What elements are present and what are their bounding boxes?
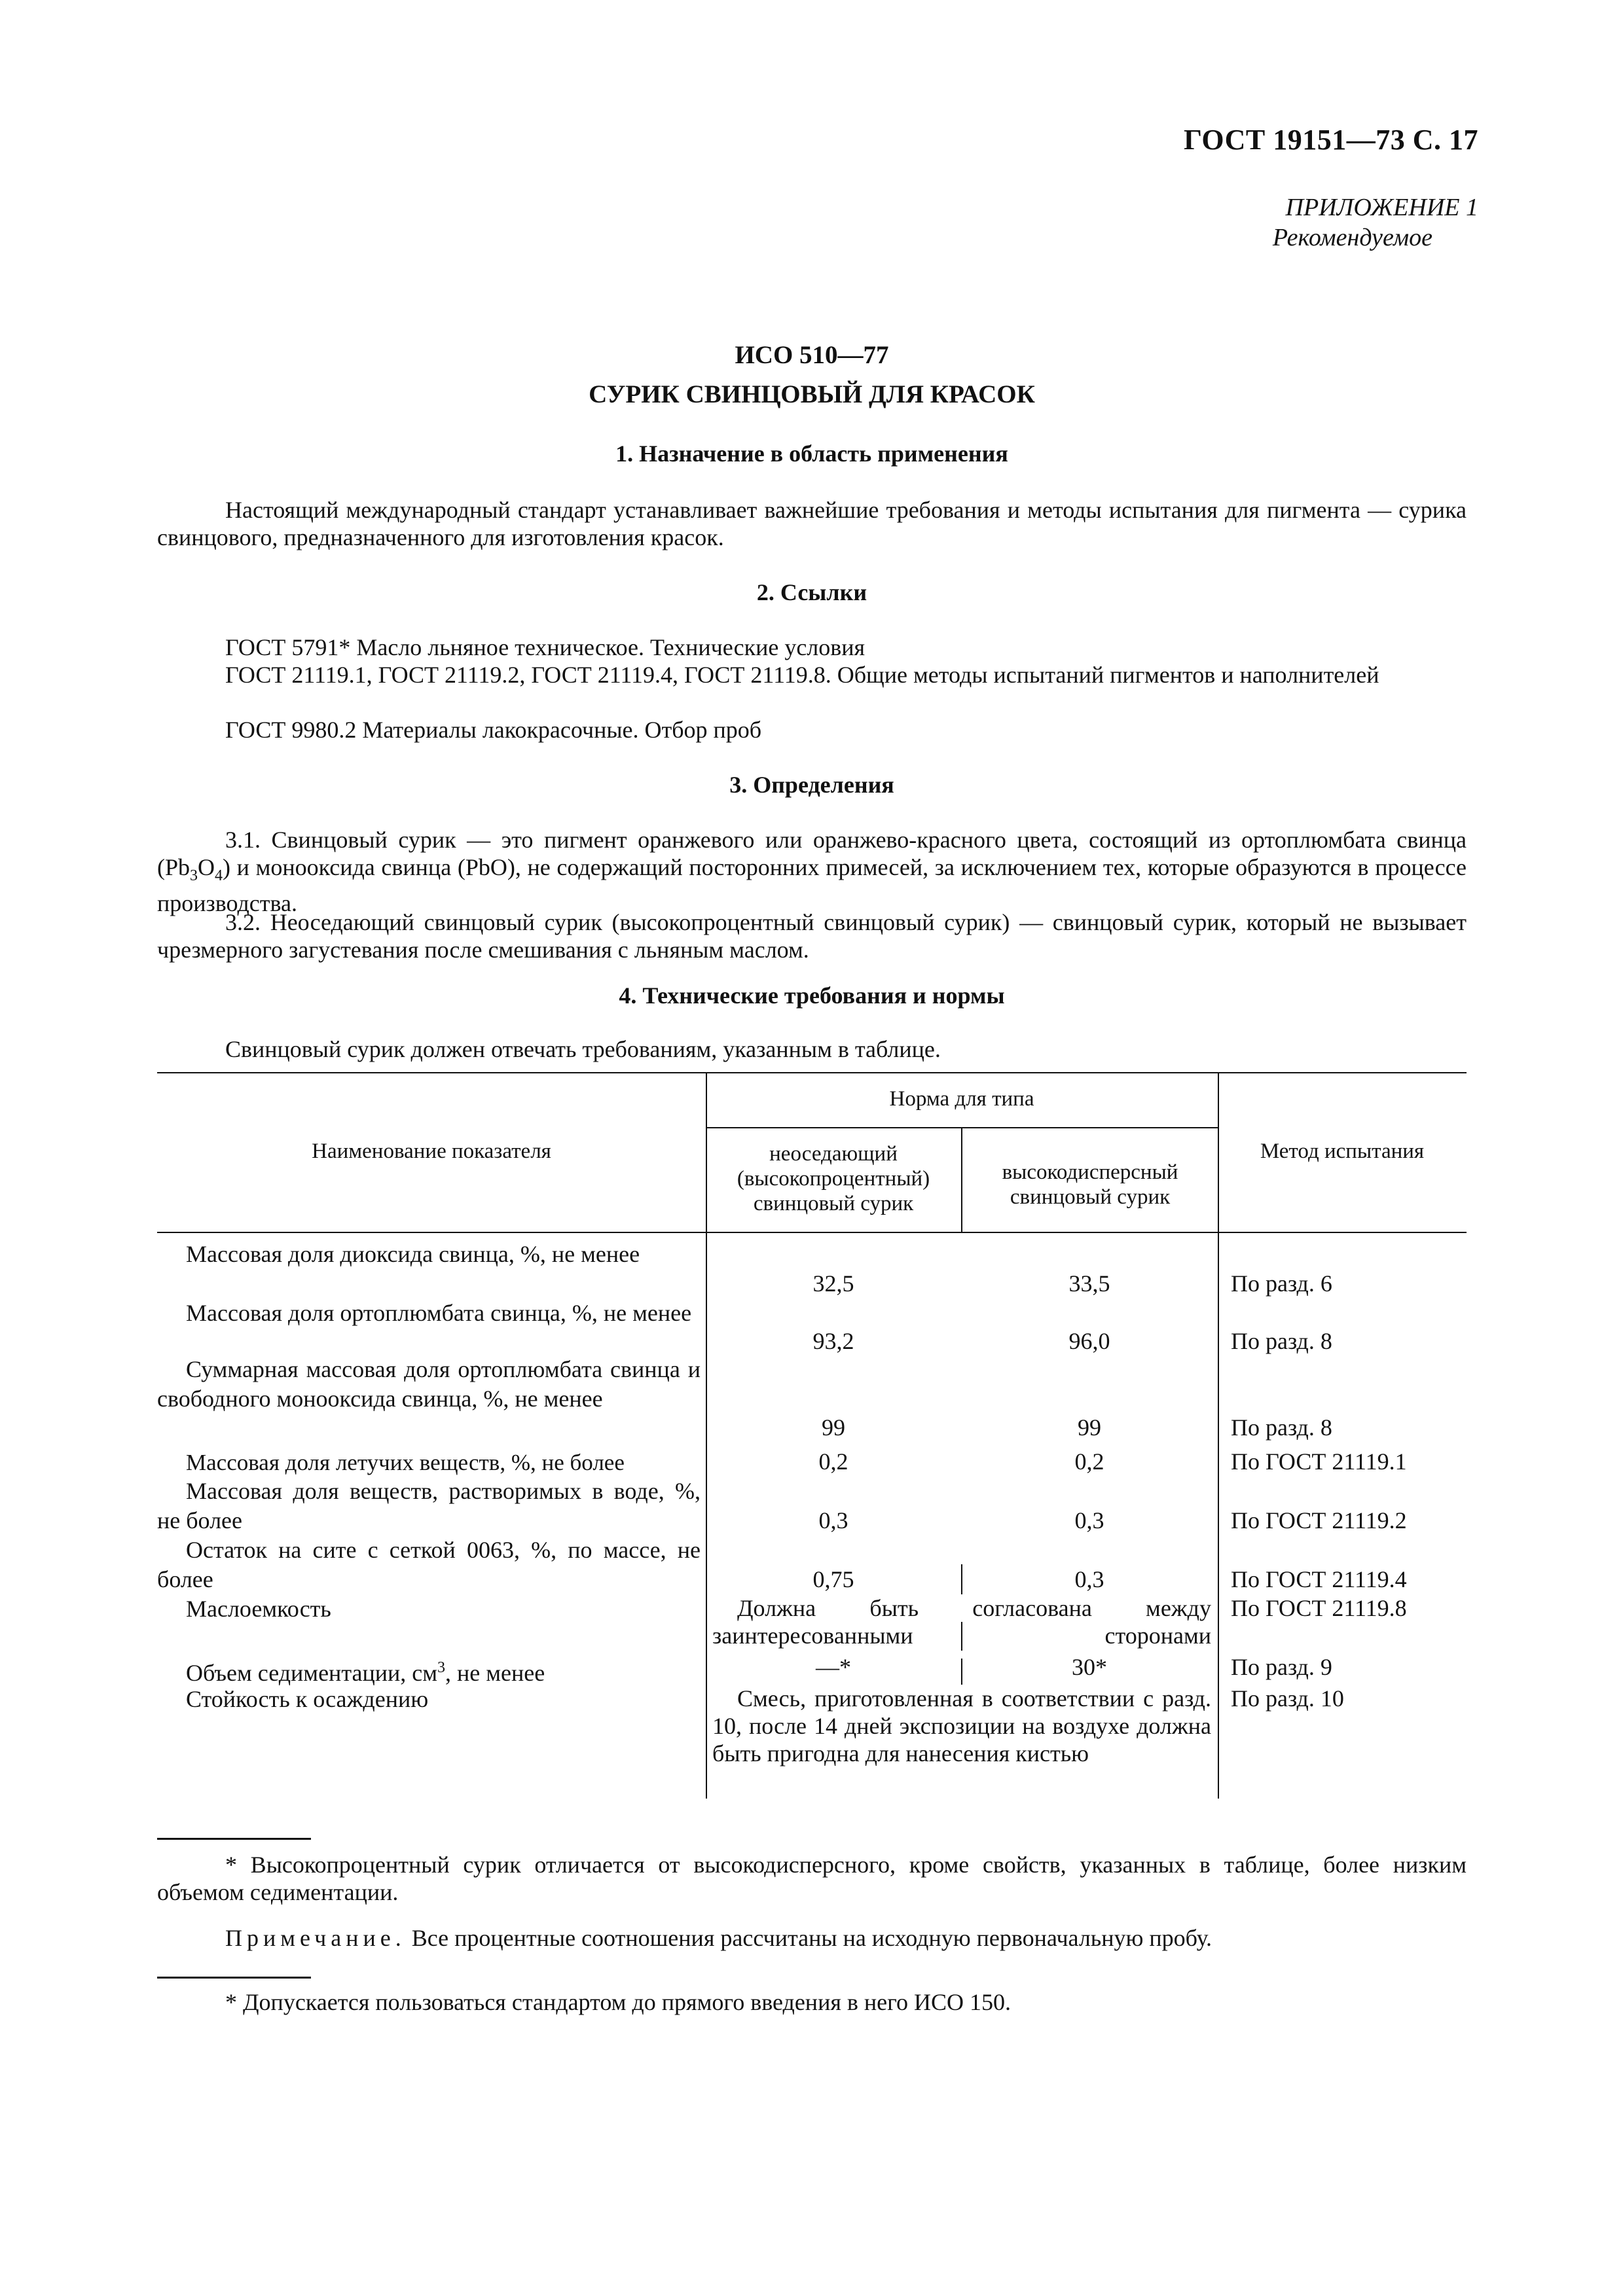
section-4-heading: 4. Технические требования и нормы	[619, 982, 1005, 1009]
table-row-method: По ГОСТ 21119.2	[1231, 1507, 1407, 1534]
table-note	[157, 1924, 1467, 1952]
table-row-method: По разд. 10	[1231, 1685, 1344, 1712]
table-row-method: По ГОСТ 21119.4	[1231, 1566, 1407, 1592]
footnote-rule	[157, 1977, 311, 1979]
header-norm: Норма для типа	[889, 1087, 1034, 1111]
header-method: Метод испытания	[1260, 1139, 1425, 1163]
subscript-4: 4	[215, 867, 223, 885]
definition-text-a: 3.1. Свинцовый сурик — это пигмент оранжевого или оранжево-красного цвета, состоящий из ортоплюмбата свинца (Pb	[157, 827, 1467, 880]
header-type-2: высокодисперсный свинцовый сурик	[1002, 1160, 1178, 1209]
section-1-text: Настоящий международный стандарт устанавливает важнейшие требования и методы испытания для пигмента — сурика свинцового, предназначенного для изготовления красок.	[157, 497, 1467, 550]
definition-text-o: O	[198, 854, 215, 880]
table-row-name: Массовая доля диоксида свинца, %, не менее	[186, 1241, 640, 1267]
table-row-name: Маслоемкость	[186, 1596, 331, 1622]
table-row-name: Стойкость к осаждению	[186, 1686, 429, 1712]
table-row-method: По ГОСТ 21119.1	[1231, 1448, 1407, 1475]
appendix-status: Рекомендуемое	[1272, 224, 1432, 251]
reference-3: ГОСТ 9980.2 Материалы лакокрасочные. Отбор проб	[225, 717, 762, 743]
table-row-value-2: 96,0	[1068, 1328, 1110, 1354]
footnote-2: * Допускается пользоваться стандартом до прямого введения в него ИСО 150.	[225, 1989, 1012, 2015]
table-row-value-1: 32,5	[812, 1270, 854, 1297]
table-row-value-1: 0,3	[818, 1507, 848, 1534]
subscript-3: 3	[190, 867, 198, 885]
table-row-value-2: 30*	[1072, 1654, 1107, 1680]
table-row-method: По разд. 6	[1231, 1270, 1332, 1297]
definition-3-1	[157, 826, 1467, 917]
table-row-value-1: 99	[822, 1414, 845, 1441]
table-header-rule	[157, 1232, 1467, 1233]
table-row-merged-norm: Смесь, приготовленная в соответствии с разд. 10, после 14 дней экспозиции на воздухе должна быть пригодна для нанесения кистью	[712, 1685, 1211, 1767]
section-3-heading: 3. Определения	[729, 772, 894, 798]
table-row-name: Массовая доля ортоплюмбата свинца, %, не менее	[186, 1300, 692, 1326]
section-2-heading: 2. Ссылки	[756, 579, 867, 605]
table-row-value-1: 0,2	[818, 1448, 848, 1475]
table-row-name: Объем седиментации, $см^3$, не менее	[186, 1659, 545, 1686]
definition-3-2: 3.2. Неоседающий свинцовый сурик (высокопроцентный свинцовый сурик) — свинцовый сурик, который не вызывает чрезмерного загустевания после смешивания с льняным маслом.	[157, 909, 1467, 963]
table-row-method: По разд. 8	[1231, 1414, 1332, 1441]
table-row-value-1: 0,75	[812, 1566, 854, 1592]
table-row-name: Массовая доля веществ, растворимых в воде, %, не более	[157, 1478, 701, 1534]
table-row-method: По разд. 9	[1231, 1654, 1332, 1680]
table-row-value-2: 0,3	[1074, 1566, 1104, 1592]
table-top-rule	[157, 1072, 1467, 1073]
table-row-name: Суммарная массовая доля ортоплюмбата свинца и свободного монооксида свинца, %, не менее	[157, 1356, 701, 1412]
document-title: СУРИК СВИНЦОВЫЙ ДЛЯ КРАСОК	[589, 380, 1035, 408]
table-row-value-1: 93,2	[812, 1328, 854, 1354]
table-row-value-1: —*	[816, 1654, 851, 1680]
table-row-value-2: 99	[1078, 1414, 1101, 1441]
superscript-3: 3	[437, 1659, 446, 1676]
footnote-rule	[157, 1838, 311, 1840]
section-1-heading: 1. Назначение в область применения	[615, 440, 1008, 467]
appendix-number: ПРИЛОЖЕНИЕ 1	[1285, 194, 1478, 221]
definition-text-b: ) и монооксида свинца (PbO), не содержащий посторонних примесей, за исключением тех, которые образуются в процессе производства.	[157, 854, 1467, 917]
table-row-value-2: 0,3	[1074, 1507, 1104, 1534]
iso-number: ИСО 510—77	[735, 341, 889, 369]
header-indicator-name: Наименование показателя	[312, 1139, 551, 1163]
table-row-value-2: 0,2	[1074, 1448, 1104, 1475]
note-text: Все процентные соотношения рассчитаны на исходную первоначальную пробу.	[405, 1925, 1212, 1951]
reference-1: ГОСТ 5791* Масло льняное техническое. Технические условия	[225, 634, 866, 660]
footnote-1: * Высокопроцентный сурик отличается от высокодисперсного, кроме свойств, указанных в таблице, более низким объемом седиментации.	[157, 1852, 1467, 1905]
table-vline	[1218, 1233, 1219, 1799]
section-4-intro: Свинцовый сурик должен отвечать требованиям, указанным в таблице.	[225, 1036, 941, 1062]
table-row-name: Остаток на сите с сеткой 0063, %, по массе, не более	[157, 1537, 701, 1592]
table-row-method: По ГОСТ 21119.8	[1231, 1595, 1407, 1621]
table-row-merged-norm: Должна быть согласована между заинтересованными сторонами	[712, 1595, 1211, 1649]
appendix-label	[1273, 192, 1478, 253]
table-row-method: По разд. 8	[1231, 1328, 1332, 1354]
table-vline	[961, 1127, 962, 1232]
table-subheader-rule	[706, 1127, 1218, 1128]
table-row-name: Массовая доля летучих веществ, %, не более	[186, 1450, 625, 1475]
reference-2: ГОСТ 21119.1, ГОСТ 21119.2, ГОСТ 21119.4, ГОСТ 21119.8. Общие методы испытаний пигментов и наполнителей	[225, 662, 1379, 688]
header-type-1: неоседающий (высокопроцентный) свинцовый сурик	[737, 1142, 930, 1215]
table-row-value-2: 33,5	[1068, 1270, 1110, 1297]
document-reference: ГОСТ 19151—73 С. 17	[1183, 124, 1478, 156]
note-label: Примечание.	[225, 1925, 406, 1951]
